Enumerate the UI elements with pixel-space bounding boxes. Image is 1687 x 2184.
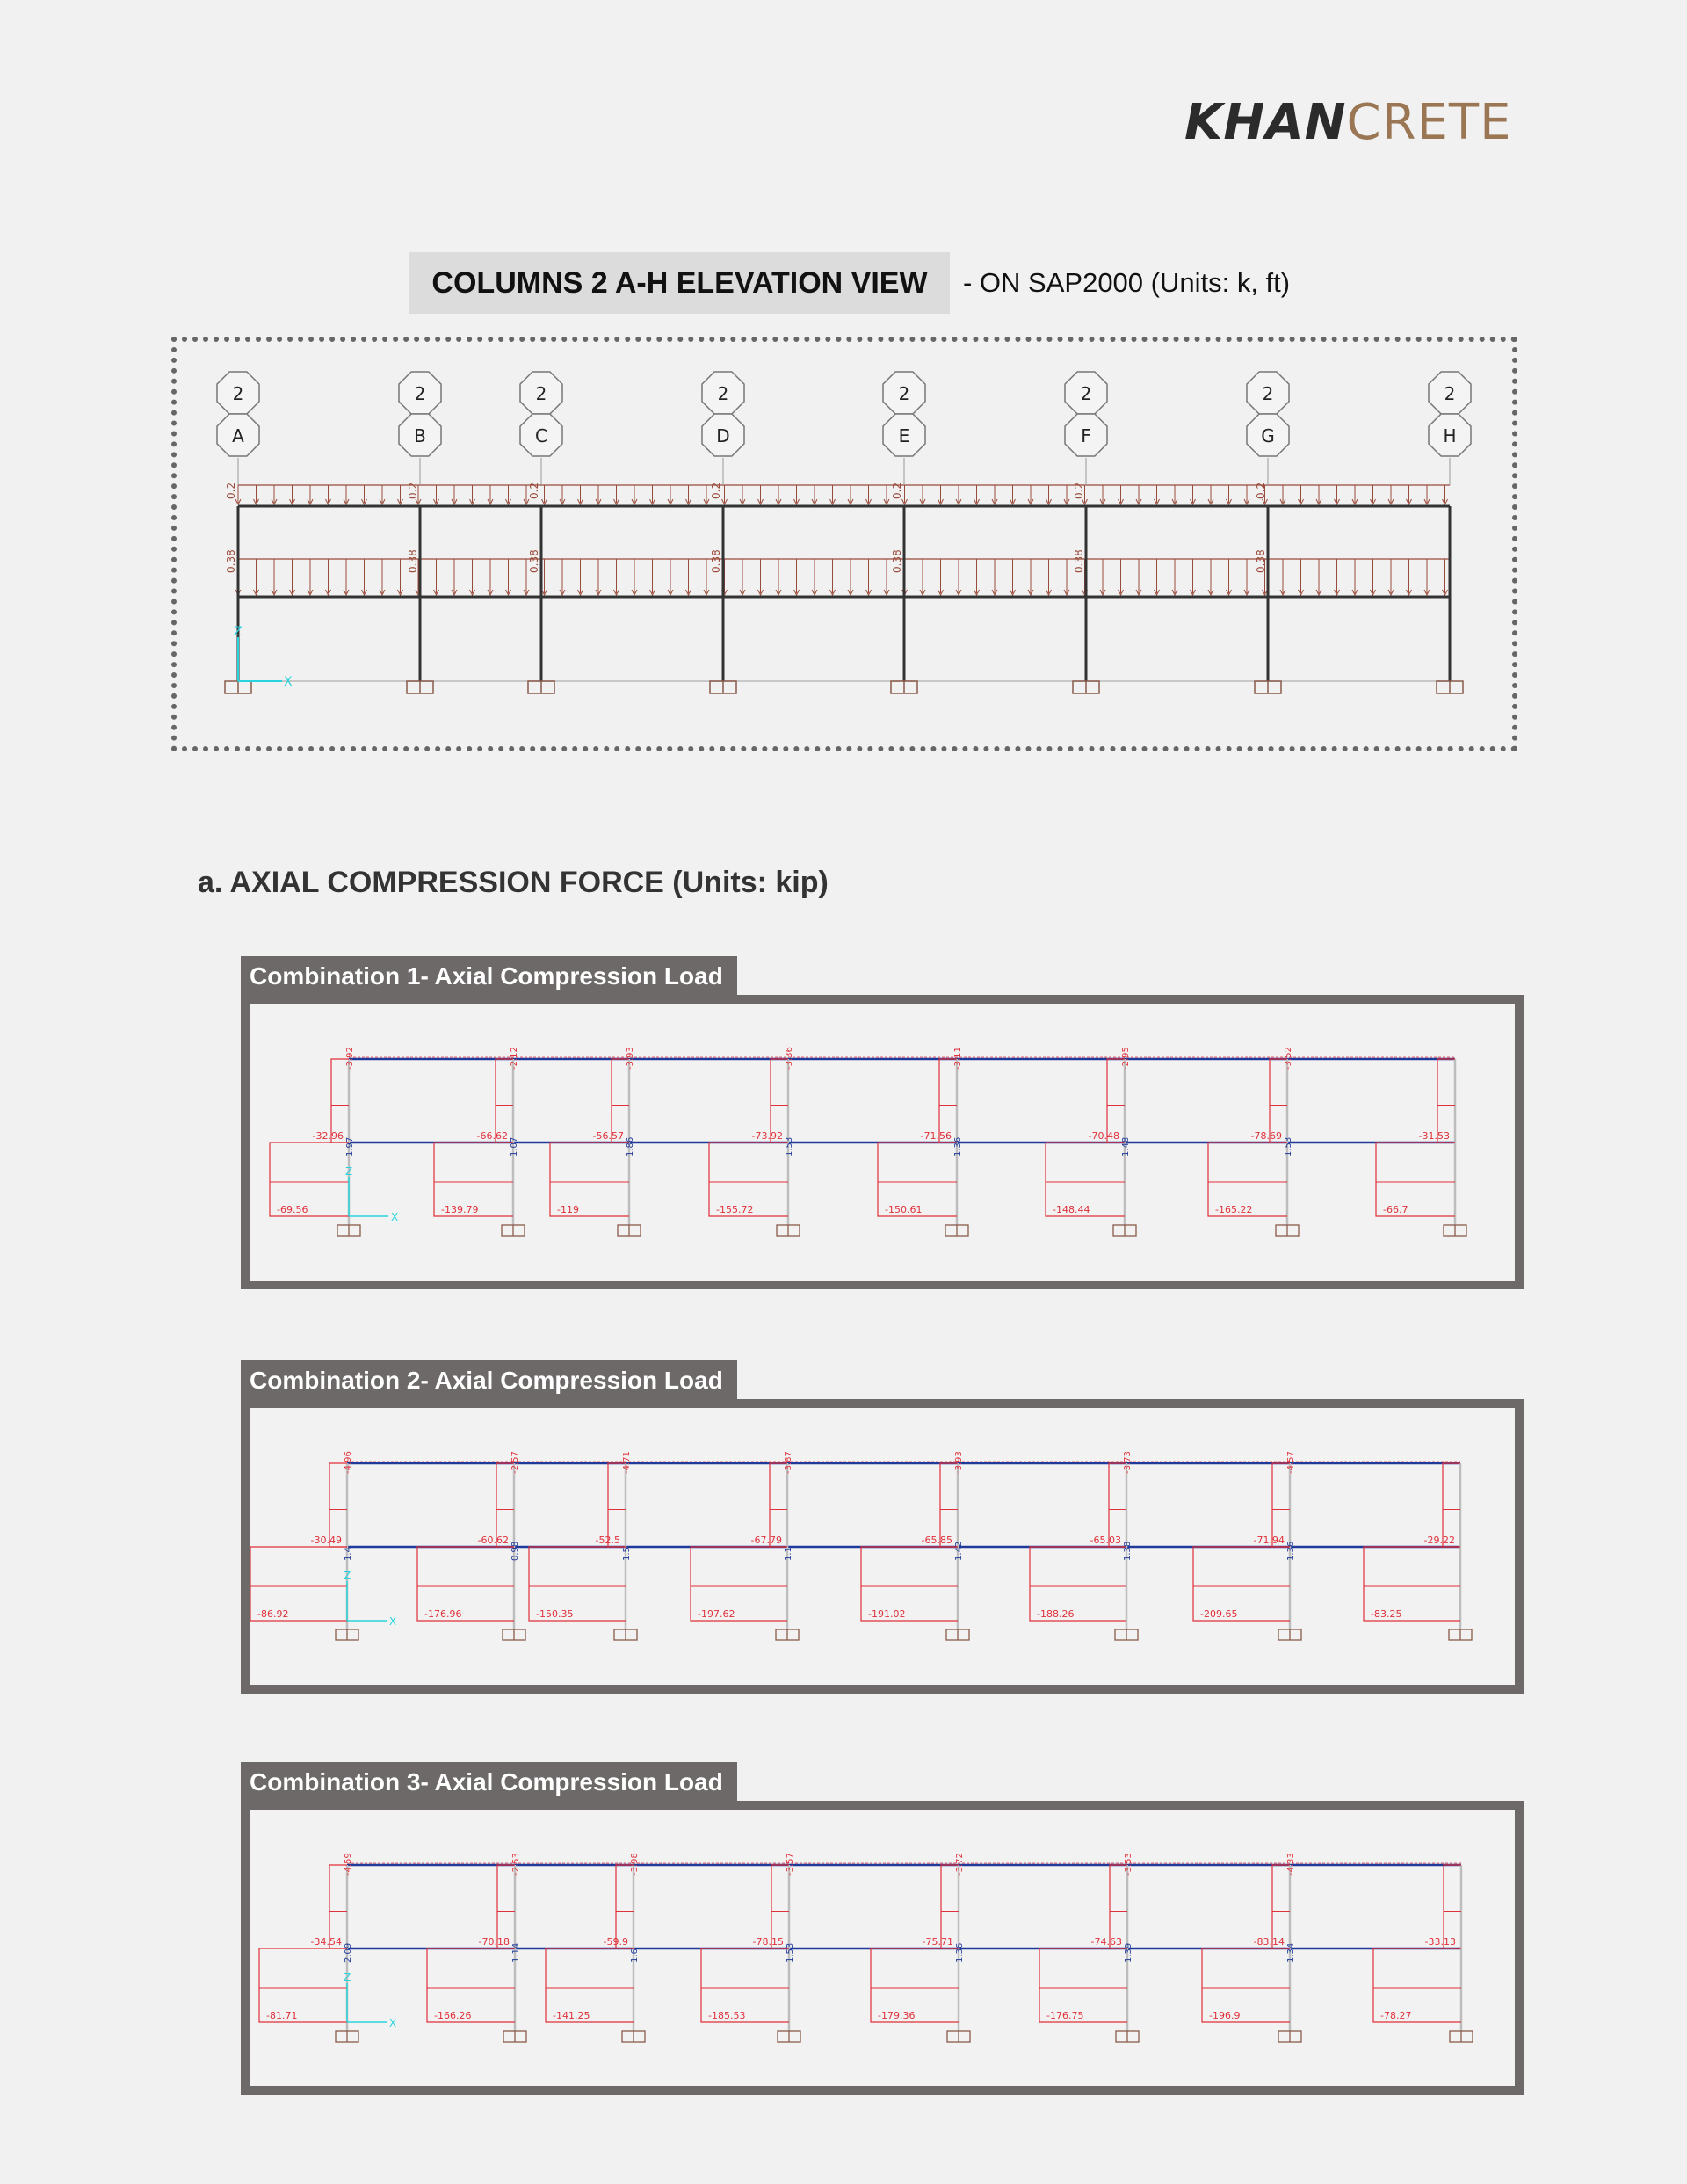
distributed-load-label: 0.38: [225, 549, 237, 573]
combination-3-tab: Combination 3- Axial Compression Load: [241, 1762, 737, 1803]
upper-axial-value: -56.57: [592, 1130, 624, 1142]
shear-value-label: 1.6: [630, 1948, 640, 1963]
upper-axial-value: -34.54: [310, 1936, 342, 1948]
elevation-subtitle: - ON SAP2000 (Units: k, ft): [963, 267, 1291, 298]
lower-axial-value: -86.92: [257, 1608, 289, 1620]
distributed-load-label: 0.2: [1255, 482, 1267, 499]
lower-axial-value: -81.71: [266, 2010, 298, 2021]
upper-axial-value: -31.53: [1418, 1130, 1450, 1142]
distributed-load-label: 0.38: [1255, 549, 1267, 573]
upper-axial-value: -75.71: [922, 1936, 953, 1948]
upper-axial-value: -78.15: [752, 1936, 784, 1948]
z-axis-label: Z: [345, 1165, 353, 1178]
grid-row-label: 2: [414, 383, 426, 404]
top-axial-label: -3.52: [1284, 1047, 1293, 1070]
lower-axial-value: -197.62: [698, 1608, 735, 1620]
shear-value-label: 2.09: [344, 1942, 353, 1963]
lower-axial-value: -176.96: [424, 1608, 462, 1620]
lower-axial-value: -185.53: [708, 2010, 746, 2021]
shear-value-label: 1.14: [511, 1942, 521, 1963]
top-axial-label: -4.57: [1286, 1451, 1296, 1474]
upper-axial-value: -29.22: [1423, 1535, 1455, 1546]
top-axial-label: -4.96: [344, 1451, 353, 1474]
grid-column-label-f: F: [1081, 425, 1091, 446]
shear-value-label: 1.53: [786, 1942, 795, 1963]
upper-axial-value: -67.79: [750, 1535, 782, 1546]
upper-axial-value: -52.5: [595, 1535, 620, 1546]
shear-value-label: 1.48: [1121, 1136, 1131, 1157]
top-axial-label: -3.93: [626, 1047, 635, 1070]
top-axial-label: -3.98: [630, 1853, 640, 1876]
lower-axial-value: -78.27: [1380, 2010, 1412, 2021]
top-axial-label: -2.53: [511, 1853, 521, 1876]
lower-axial-value: -66.7: [1383, 1204, 1408, 1215]
lower-axial-value: -176.75: [1046, 2010, 1084, 2021]
top-axial-label: -3.93: [954, 1451, 964, 1474]
grid-column-label-c: C: [535, 425, 547, 446]
upper-axial-value: -71.56: [920, 1130, 952, 1142]
top-axial-label: -3.57: [786, 1853, 795, 1876]
distributed-load-label: 0.2: [407, 482, 419, 499]
combination-1-diagram: [250, 1004, 1515, 1281]
top-axial-label: -2.57: [510, 1451, 520, 1474]
z-axis-label: Z: [344, 1971, 351, 1984]
lower-axial-value: -165.22: [1215, 1204, 1253, 1215]
upper-axial-value: -71.94: [1253, 1535, 1285, 1546]
upper-axial-value: -78.69: [1250, 1130, 1282, 1142]
grid-row-label: 2: [1262, 383, 1274, 404]
grid-column-label-b: B: [414, 425, 426, 446]
upper-axial-value: -32.96: [312, 1130, 344, 1142]
shear-value-label: 1.53: [1284, 1136, 1293, 1157]
shear-value-label: 1.36: [955, 1942, 965, 1963]
lower-axial-value: -150.35: [536, 1608, 574, 1620]
lower-axial-value: -69.56: [277, 1204, 308, 1215]
shear-value-label: 1.38: [1123, 1541, 1133, 1561]
shear-value-label: 1.53: [785, 1136, 794, 1157]
grid-row-label: 2: [898, 383, 910, 404]
shear-value-label: 1.5: [622, 1547, 632, 1561]
grid-column-label-g: G: [1261, 425, 1275, 446]
upper-axial-value: -65.03: [1090, 1535, 1121, 1546]
elevation-diagram: [171, 337, 1517, 751]
combination-2-tab: Combination 2- Axial Compression Load: [241, 1360, 737, 1401]
combination-1-tab: Combination 1- Axial Compression Load: [241, 956, 737, 997]
distributed-load-label: 0.38: [407, 549, 419, 573]
lower-axial-value: -179.36: [878, 2010, 916, 2021]
lower-axial-value: -119: [557, 1204, 579, 1215]
upper-axial-value: -33.13: [1424, 1936, 1456, 1948]
khancrete-logo: KHANCRETE: [1184, 94, 1512, 151]
distributed-load-label: 0.38: [528, 549, 540, 573]
shear-value-label: 1.36: [1286, 1541, 1296, 1561]
upper-axial-value: -83.14: [1253, 1936, 1285, 1948]
combination-1-frame: [241, 995, 1524, 1289]
lower-axial-value: -83.25: [1371, 1608, 1402, 1620]
top-axial-label: -3.72: [955, 1853, 965, 1876]
grid-column-label-e: E: [898, 425, 910, 446]
distributed-load-label: 0.38: [1073, 549, 1085, 573]
z-axis-label: Z: [234, 625, 243, 639]
top-axial-label: -4.33: [1286, 1853, 1296, 1876]
section-heading: a. AXIAL COMPRESSION FORCE (Units: kip): [198, 866, 829, 899]
lower-axial-value: -150.61: [885, 1204, 923, 1215]
shear-value-label: 1.97: [345, 1136, 355, 1157]
shear-value-label: 1.1: [784, 1547, 793, 1561]
shear-value-label: 1.07: [510, 1136, 519, 1157]
grid-row-label: 2: [1444, 383, 1456, 404]
combination-2-frame: [241, 1399, 1524, 1694]
distributed-load-label: 0.2: [528, 482, 540, 499]
grid-row-label: 2: [535, 383, 547, 404]
top-axial-label: -2.12: [510, 1047, 519, 1070]
combination-2-diagram: [250, 1408, 1515, 1685]
lower-axial-value: -209.65: [1200, 1608, 1238, 1620]
lower-axial-value: -155.72: [716, 1204, 754, 1215]
top-axial-label: -3.53: [1124, 1853, 1133, 1876]
shear-value-label: 1.34: [1286, 1942, 1296, 1963]
lower-axial-value: -139.79: [441, 1204, 479, 1215]
lower-axial-value: -166.26: [434, 2010, 472, 2021]
top-axial-label: -3.87: [784, 1451, 793, 1474]
top-axial-label: -3.73: [1123, 1451, 1133, 1474]
grid-column-label-h: H: [1443, 425, 1457, 446]
top-axial-label: -3.11: [953, 1047, 963, 1070]
x-axis-label: X: [389, 2017, 397, 2029]
distributed-load-label: 0.2: [891, 482, 903, 499]
lower-axial-value: -188.26: [1037, 1608, 1075, 1620]
combination-3-frame: [241, 1801, 1524, 2095]
lower-axial-value: -191.02: [868, 1608, 906, 1620]
top-axial-label: -3.36: [785, 1047, 794, 1070]
lower-axial-value: -196.9: [1209, 2010, 1241, 2021]
shear-value-label: 1.86: [626, 1136, 635, 1157]
distributed-load-label: 0.2: [225, 482, 237, 499]
grid-row-label: 2: [1080, 383, 1092, 404]
upper-axial-value: -70.18: [478, 1936, 510, 1948]
upper-axial-value: -59.9: [603, 1936, 628, 1948]
upper-axial-value: -74.63: [1090, 1936, 1122, 1948]
elevation-title: COLUMNS 2 A-H ELEVATION VIEW: [409, 252, 950, 314]
grid-row-label: 2: [232, 383, 244, 404]
grid-column-label-a: A: [232, 425, 244, 446]
x-axis-label: X: [391, 1211, 399, 1223]
shear-value-label: 0.98: [510, 1541, 520, 1561]
grid-column-label-d: D: [716, 425, 730, 446]
grid-row-label: 2: [717, 383, 729, 404]
top-axial-label: -2.95: [1121, 1047, 1131, 1070]
distributed-load-label: 0.38: [891, 549, 903, 573]
upper-axial-value: -30.49: [310, 1535, 342, 1546]
z-axis-label: Z: [344, 1570, 351, 1582]
shear-value-label: 1.36: [953, 1136, 963, 1157]
top-axial-label: -3.92: [345, 1047, 355, 1070]
upper-axial-value: -60.62: [477, 1535, 509, 1546]
x-axis-label: X: [284, 675, 293, 689]
combination-3-diagram: [250, 1810, 1515, 2086]
upper-axial-value: -73.92: [751, 1130, 783, 1142]
lower-axial-value: -141.25: [553, 2010, 590, 2021]
top-axial-label: -4.59: [344, 1853, 353, 1876]
upper-axial-value: -70.48: [1088, 1130, 1119, 1142]
shear-value-label: 1.39: [1124, 1942, 1133, 1963]
distributed-load-label: 0.2: [710, 482, 722, 499]
shear-value-label: 1.42: [954, 1541, 964, 1561]
x-axis-label: X: [389, 1615, 397, 1628]
upper-axial-value: -66.62: [476, 1130, 508, 1142]
distributed-load-label: 0.38: [710, 549, 722, 573]
top-axial-label: -4.71: [622, 1451, 632, 1474]
distributed-load-label: 0.2: [1073, 482, 1085, 499]
lower-axial-value: -148.44: [1053, 1204, 1090, 1215]
upper-axial-value: -65.85: [921, 1535, 952, 1546]
shear-value-label: 1.4: [344, 1547, 353, 1561]
